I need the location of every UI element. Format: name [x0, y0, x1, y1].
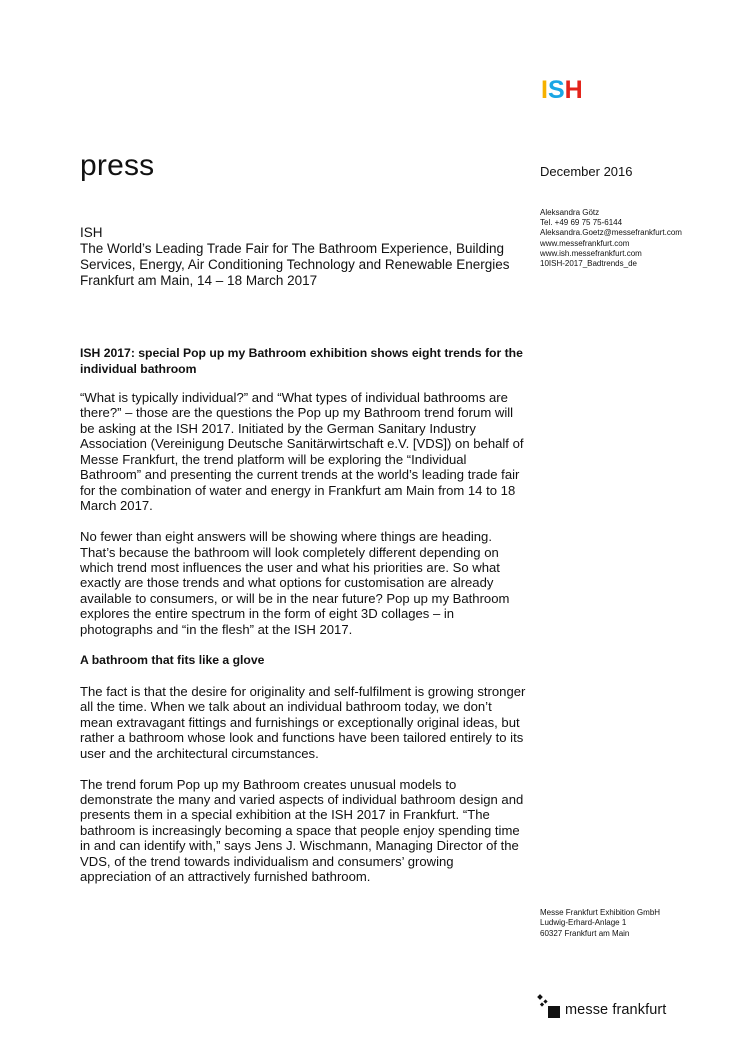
- messe-frankfurt-mark-icon: [537, 994, 563, 1020]
- event-name: ISH: [80, 225, 103, 240]
- article-paragraph-3: The fact is that the desire for originality and self-fulfilment is growing stronger all the time. When we talk about an individual bathroom today, we don’t mean extravagant fittings and furnishings or exceptionally original ideas, but rather a bathroom whose look and functions have been tailored entirely to its user and the architectural circumstances.: [80, 683, 526, 761]
- press-heading: press: [80, 149, 155, 182]
- company-address: [540, 908, 660, 939]
- contact-phone: Tel. +49 69 75 75-6144: [540, 218, 623, 228]
- event-description-line-2: Services, Energy, Air Conditioning Technology and Renewable Energies: [80, 257, 510, 272]
- article-title: ISH 2017: special Pop up my Bathroom exhibition shows eight trends for the individual bathroom: [80, 346, 523, 376]
- ish-logo-letter-s: S: [547, 76, 565, 104]
- release-date: December 2016: [540, 164, 633, 179]
- article-subheading: A bathroom that fits like a glove: [80, 652, 265, 667]
- company-city: 60327 Frankfurt am Main: [540, 928, 630, 938]
- contact-block: [540, 208, 682, 269]
- event-date-location: Frankfurt am Main, 14 – 18 March 2017: [80, 273, 318, 288]
- contact-website[interactable]: www.messefrankfurt.com: [540, 238, 630, 248]
- ish-logo-letter-h: H: [564, 76, 583, 104]
- event-description-line-1: The World’s Leading Trade Fair for The Bathroom Experience, Building: [80, 241, 504, 256]
- contact-email[interactable]: Aleksandra.Goetz@messefrankfurt.com: [540, 228, 682, 238]
- contact-name: Aleksandra Götz: [540, 208, 600, 217]
- contact-ish-website[interactable]: www.ish.messefrankfurt.com: [540, 248, 642, 258]
- messe-frankfurt-logo: [537, 994, 697, 1020]
- article-paragraph-4: The trend forum Pop up my Bathroom creates unusual models to demonstrate the many and varied aspects of individual bathroom design and presents them in a special exhibition at the ISH 2017 in Frankfurt. “The bathroom is increasingly becoming a space that people enjoy spending time in and can identify with,” says Jens J. Wischmann, Managing Director of the VDS, of the trend towards individualism and consumers’ growing appreciation of an attractively furnished bathroom.: [80, 776, 524, 885]
- ish-logo: [541, 76, 583, 104]
- messe-frankfurt-wordmark: messe frankfurt: [565, 1002, 667, 1018]
- ish-logo-letter-i: I: [541, 76, 548, 104]
- company-street: Ludwig-Erhard-Anlage 1: [540, 918, 627, 928]
- event-info: [80, 225, 530, 289]
- article-paragraph-1: “What is typically individual?” and “What types of individual bathrooms are there?” – those are the questions the Pop up my Bathroom trend forum will be asking at the ISH 2017. Initiated by the German Sanitary Industry Association (Vereinigung Deutsche Sanitärwirtschaft e.V. [VDS]) on behalf of Messe Frankfurt, the trend platform will be exploring the “Individual Bathroom” and presenting the current trends at the world’s leading trade fair for the combination of water and energy in Frankfurt am Main from 14 to 18 March 2017.: [80, 390, 524, 514]
- company-name: Messe Frankfurt Exhibition GmbH: [540, 908, 661, 917]
- document-reference: 10ISH-2017_Badtrends_de: [540, 259, 637, 269]
- article-paragraph-2: No fewer than eight answers will be showing where things are heading. That’s because the bathroom will look completely different depending on which trend most influences the user and what his priorities are. So what exactly are those trends and what options for customisation are already available to consumers, or will be in the near future? Pop up my Bathroom explores the entire spectrum in the form of eight 3D collages – in photographs and “in the flesh” at the ISH 2017.: [80, 529, 510, 637]
- article-body: [80, 346, 526, 900]
